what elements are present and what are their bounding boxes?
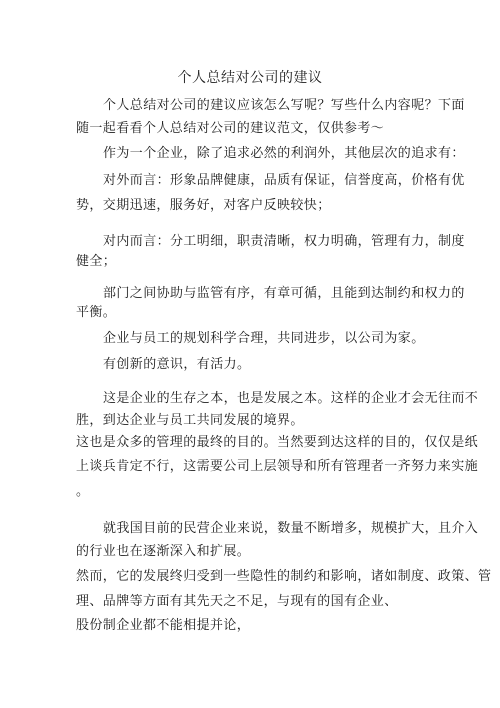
text-line: 作为一个企业，除了追求必然的利润外，其他层次的追求有： [103, 146, 465, 161]
text-line: 个人总结对公司的建议应该怎么写呢？写些什么内容呢？下面 [103, 98, 465, 113]
text-line: 部门之间协助与监管有序，有章可循，且能到达制约和权力的 [103, 286, 465, 301]
text-line: 这是企业的生存之本，也是发展之本。这样的企业才会无往而不 [103, 391, 479, 406]
text-line: 这也是众多的管理的最终的目的。当然要到达这样的目的，仅仅是纸 [76, 435, 479, 450]
document-title: 个人总结对公司的建议 [177, 70, 323, 86]
text-line: 的行业也在逐渐深入和扩展。 [76, 544, 251, 559]
text-line: 上谈兵肯定不行，这需要公司上层领导和所有管理者一齐努力来实施 [76, 459, 479, 474]
text-line: 企业与员工的规划科学合理，共同进步，以公司为家。 [103, 331, 425, 346]
text-line: 有创新的意识，有活力。 [103, 357, 251, 372]
text-line: 平衡。 [76, 305, 117, 320]
text-line: 随一起看看个人总结对公司的建议范文，仅供参考～ [76, 121, 385, 136]
text-line: 就我国目前的民营企业来说，数量不断增多，规模扩大，且介入 [103, 521, 479, 536]
text-line: 健全； [76, 254, 117, 269]
text-line: 然而，它的发展终归受到一些隐性的制约和影响，诸如制度、政策、管 [76, 569, 492, 584]
text-line: 势，交期迅速，服务好，对客户反映较快； [76, 198, 331, 213]
text-line: 。 [76, 484, 90, 499]
text-line: 胜，到达企业与员工共同发展的境界。 [76, 413, 304, 428]
text-line: 对外而言：形象品牌健康，品质有保证，信誉度高，价格有优 [103, 173, 465, 188]
text-line: 对内而言：分工明细，职责清晰，权力明确，管理有力，制度 [103, 234, 465, 249]
text-line: 股份制企业都不能相提并论， [76, 618, 251, 633]
text-line: 理、品牌等方面有其先天之不足，与现有的国有企业、 [76, 594, 398, 609]
